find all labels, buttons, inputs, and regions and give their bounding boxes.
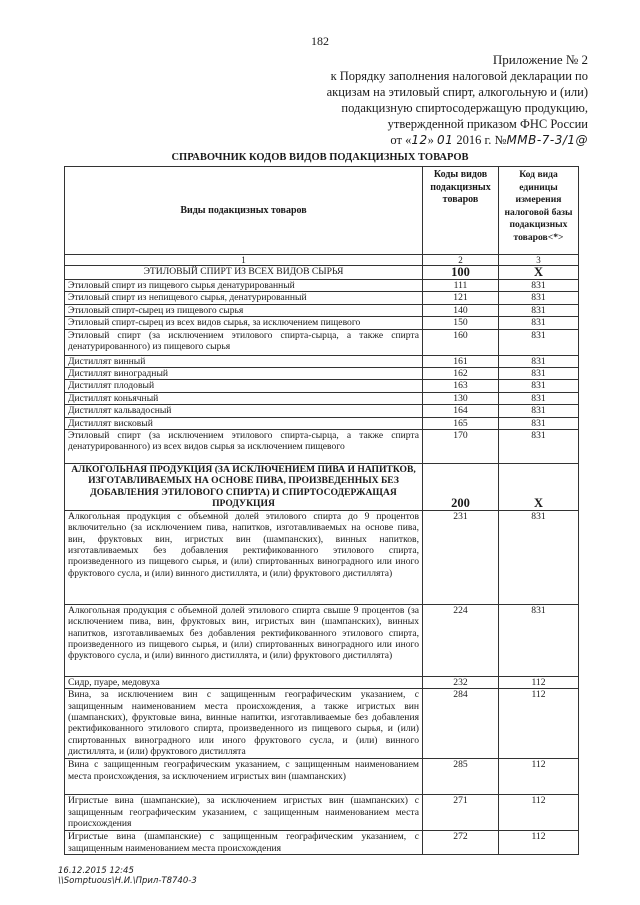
table-row <box>65 430 579 464</box>
row-code: 272 <box>423 831 499 855</box>
order-ot: от « <box>390 133 412 147</box>
table-row <box>65 831 579 855</box>
table-row <box>65 355 579 367</box>
order-number: ММВ-7-3/1@ <box>506 133 588 147</box>
row-name: АЛКОГОЛЬНАЯ ПРОДУКЦИЯ (ЗА ИСКЛЮЧЕНИЕМ ПИВА И НАПИТКОВ, ИЗГОТАВЛИВАЕМЫХ НА ОСНОВЕ ПИВА, ПРОИЗВЕДЕННЫХ БЕЗ ДОБАВЛЕНИЯ ЭТИЛОВОГО СПИРТА) И СПИРТОСОДЕРЖАЩАЯ ПРОДУКЦИЯ <box>65 464 423 511</box>
row-code: 231 <box>423 510 499 604</box>
row-name: Алкогольная продукция с объемной долей этилового спирта до 9 процентов включительно (за исключением пива, напитков, изготавливаемых на основе пива, вин, фруктовых вин, игристых вин (шампанских), винных напитков, изготавливаемых без добавления ректификованного этилового спирта, произведенного из пищевого сырья, и (или) спиртованных виноградного или иного фруктового сусла, и (или) винного дистиллята, и (или) фруктового дистиллята) <box>65 510 423 604</box>
header-unit-code: Код вида единицы измерения налоговой базы подакцизных товаров<*> <box>499 167 579 255</box>
row-unit: 112 <box>499 689 579 759</box>
appendix-block <box>280 52 588 148</box>
table-row <box>65 676 579 688</box>
row-code: 170 <box>423 430 499 464</box>
row-code: 200 <box>423 464 499 511</box>
row-name: Дистиллят кальвадосный <box>65 405 423 417</box>
row-name: Дистиллят плодовый <box>65 380 423 392</box>
row-name: Дистиллят виноградный <box>65 368 423 380</box>
row-name: Алкогольная продукция с объемной долей этилового спирта свыше 9 процентов (за исключением пива, вин, фруктовых вин, игристых вин (шампанских), винных напитков, изготавливаемых без добавления ректификованного этилового спирта, произведенного из пищевого сырья, и (или) спиртованных виноградного или иного фруктового сусла, и (или) винного дистиллята, и (или) фруктового дистиллята) <box>65 604 423 676</box>
table-row <box>65 510 579 604</box>
order-year: 2016 г. № <box>456 133 507 147</box>
row-name: Сидр, пуаре, медовуха <box>65 676 423 688</box>
row-unit: 831 <box>499 280 579 292</box>
row-name: Этиловый спирт из непищевого сырья, денатурированный <box>65 292 423 304</box>
page-number: 182 <box>311 34 329 48</box>
table-row <box>65 317 579 329</box>
row-unit: 831 <box>499 317 579 329</box>
table-row <box>65 759 579 795</box>
table-row <box>65 329 579 355</box>
appendix-line: акцизам на этиловый спирт, алкогольную и (или) <box>326 85 588 99</box>
row-name: Этиловый спирт из пищевого сырья денатурированный <box>65 280 423 292</box>
column-number: 1 <box>65 255 423 266</box>
table-row <box>65 795 579 831</box>
row-code: 160 <box>423 329 499 355</box>
row-code: 232 <box>423 676 499 688</box>
row-code: 285 <box>423 759 499 795</box>
row-unit: 831 <box>499 604 579 676</box>
row-unit: 831 <box>499 368 579 380</box>
print-footer <box>58 866 197 886</box>
column-number: 3 <box>499 255 579 266</box>
row-unit: 112 <box>499 795 579 831</box>
row-code: 162 <box>423 368 499 380</box>
table-row <box>65 417 579 429</box>
row-name: Дистиллят коньячный <box>65 392 423 404</box>
order-reference <box>280 132 588 148</box>
row-unit: 112 <box>499 676 579 688</box>
row-unit: 112 <box>499 759 579 795</box>
row-unit: 831 <box>499 430 579 464</box>
row-code: 284 <box>423 689 499 759</box>
footer-timestamp: 16.12.2015 12:45 <box>58 866 134 876</box>
table-row <box>65 292 579 304</box>
header-goods-type: Виды подакцизных товаров <box>65 167 423 255</box>
row-code: 165 <box>423 417 499 429</box>
row-name: Вина, за исключением вин с защищенным географическим указанием, с защищенным наименованием места происхождения, а также игристых вин (шампанских), фруктовые вина, винные напитки, изготавливаемые без добавления ректификованного этилового спирта, произведенного из пищевого сырья, и (или) спиртованных виноградного или иного фруктового сусла, и (или) винного дистиллята, и (или) фруктового дистиллята <box>65 689 423 759</box>
row-unit: 831 <box>499 392 579 404</box>
column-number: 2 <box>423 255 499 266</box>
table-row <box>65 405 579 417</box>
row-name: ЭТИЛОВЫЙ СПИРТ ИЗ ВСЕХ ВИДОВ СЫРЬЯ <box>65 266 423 280</box>
row-code: 271 <box>423 795 499 831</box>
order-quote: » <box>427 133 434 147</box>
table-row <box>65 464 579 511</box>
row-name: Этиловый спирт-сырец из всех видов сырья, за исключением пищевого <box>65 317 423 329</box>
row-name: Игристые вина (шампанские), за исключением игристых вин (шампанских) с защищенным географическим указанием, с защищенным наименованием места происхождения <box>65 795 423 831</box>
row-unit: X <box>499 464 579 511</box>
row-name: Этиловый спирт (за исключением этилового спирта-сырца, а также спирта денатурированного) из пищевого сырья <box>65 329 423 355</box>
footer-file-path: \\Somptuous\Н.И.\Прил-Т8740-3 <box>58 876 197 886</box>
table-row <box>65 380 579 392</box>
row-unit: 831 <box>499 510 579 604</box>
row-code: 164 <box>423 405 499 417</box>
header-goods-code: Коды видов подакцизных товаров <box>423 167 499 255</box>
row-unit: 831 <box>499 417 579 429</box>
table-row <box>65 304 579 316</box>
table-row <box>65 280 579 292</box>
row-unit: 831 <box>499 380 579 392</box>
row-code: 100 <box>423 266 499 280</box>
appendix-line: к Порядку заполнения налоговой декларации по <box>330 69 588 83</box>
table-row <box>65 604 579 676</box>
row-code: 130 <box>423 392 499 404</box>
row-code: 224 <box>423 604 499 676</box>
row-name: Этиловый спирт-сырец из пищевого сырья <box>65 304 423 316</box>
table-row <box>65 266 579 280</box>
row-unit: 831 <box>499 292 579 304</box>
row-name: Игристые вина (шампанские) с защищенным географическим указанием, с защищенным наименованием места происхождения <box>65 831 423 855</box>
row-name: Этиловый спирт (за исключением этилового спирта-сырца, а также спирта денатурированного) из всех видов сырья за исключением пищевого <box>65 430 423 464</box>
row-code: 140 <box>423 304 499 316</box>
excise-codes-table <box>64 166 579 855</box>
appendix-line: подакцизную спиртосодержащую продукцию, <box>341 101 588 115</box>
row-code: 150 <box>423 317 499 329</box>
appendix-line: утвержденной приказом ФНС России <box>387 117 588 131</box>
row-name: Дистиллят винный <box>65 355 423 367</box>
order-day: 12 <box>411 133 428 147</box>
row-name: Вина с защищенным географическим указанием, с защищенным наименованием места происхождения, за исключением игристых вин (шампанских) <box>65 759 423 795</box>
row-code: 161 <box>423 355 499 367</box>
row-code: 111 <box>423 280 499 292</box>
order-month: 01 <box>437 133 454 147</box>
row-unit: 831 <box>499 304 579 316</box>
table-row <box>65 689 579 759</box>
row-unit: 112 <box>499 831 579 855</box>
document-title: СПРАВОЧНИК КОДОВ ВИДОВ ПОДАКЦИЗНЫХ ТОВАРОВ <box>171 152 469 163</box>
table-row <box>65 368 579 380</box>
table-row <box>65 392 579 404</box>
row-unit: X <box>499 266 579 280</box>
row-name: Дистиллят висковый <box>65 417 423 429</box>
row-unit: 831 <box>499 405 579 417</box>
row-code: 121 <box>423 292 499 304</box>
row-unit: 831 <box>499 329 579 355</box>
row-unit: 831 <box>499 355 579 367</box>
row-code: 163 <box>423 380 499 392</box>
appendix-line: Приложение № 2 <box>492 52 588 67</box>
